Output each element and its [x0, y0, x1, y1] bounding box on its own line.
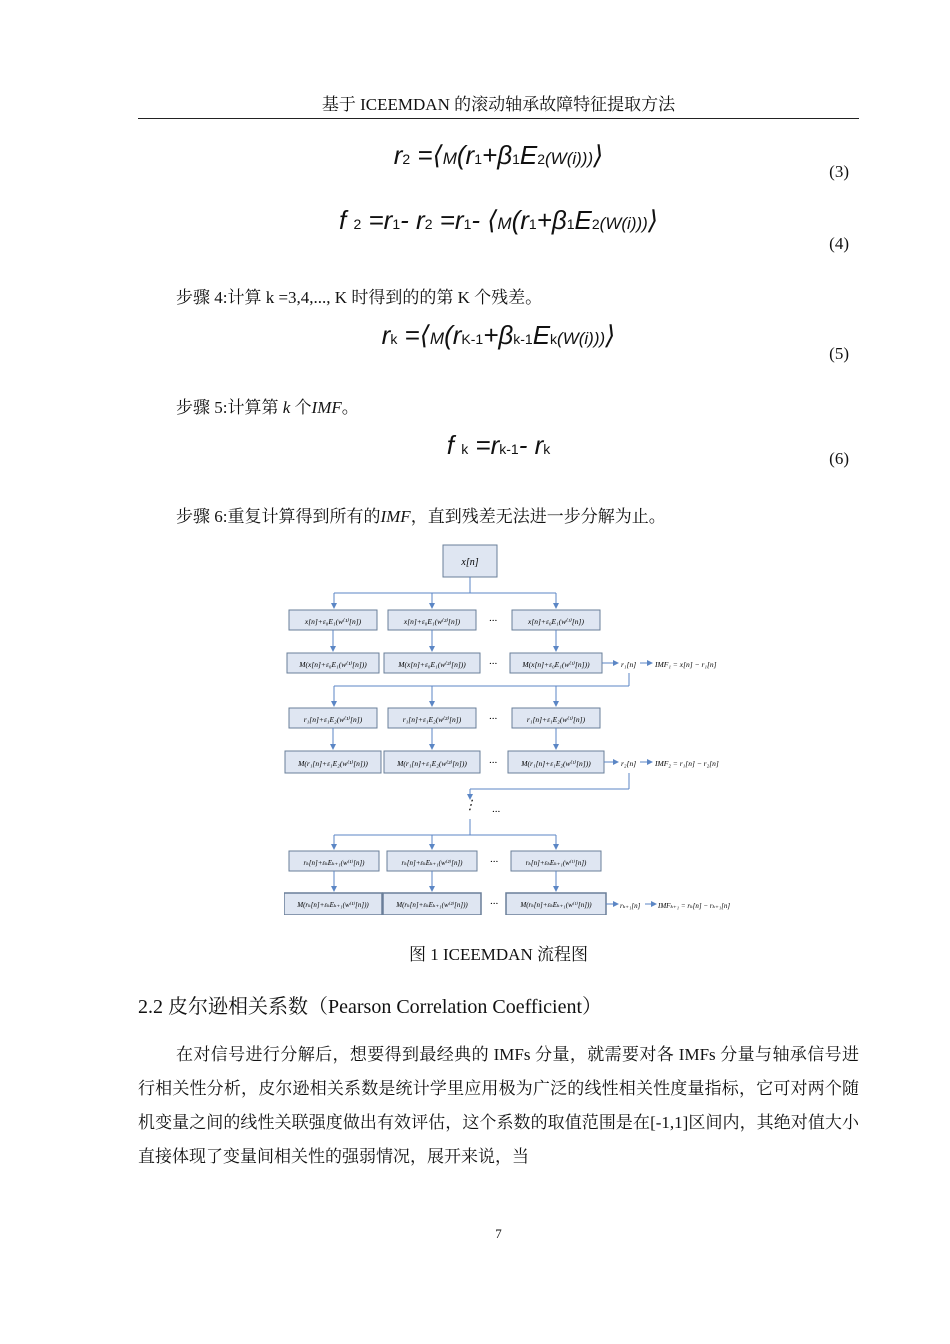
equation-4-number: (4): [829, 234, 849, 253]
step-4-text: 步骤 4:计算 k =3,4,..., K 时得到的的第 K 个残差。: [176, 288, 543, 307]
row4-dots: ···: [488, 757, 498, 769]
equation-4-formula: f 2 =r1- r2 =r1- ⟨M(r1+β1E2(W(i)))⟩: [339, 205, 658, 235]
step-6-prefix: 步骤 6:重复计算得到所有的: [176, 507, 381, 526]
row6-label-1: M(rₖ[n]+εₖEₖ₊₁(w⁽¹⁾[n])): [297, 901, 369, 909]
row3-dots: ···: [488, 713, 498, 725]
imf1-label: IMF₁ = x[n] − r₁[n]: [655, 660, 717, 669]
step-5-mid: 个: [290, 398, 312, 417]
equation-5: [138, 320, 859, 370]
equation-5-number: (5): [829, 344, 849, 363]
running-header: 基于 ICEEMDAN 的滚动轴承故障特征提取方法: [138, 90, 859, 119]
equation-5-formula: rk =⟨M(rK-1+βk-1Ek(W(i)))⟩: [381, 320, 616, 350]
out2-label: r₂[n]: [621, 759, 637, 768]
row4-label-3: M(r₁[n]+ε₁E₂(w⁽ᴵ⁾[n])): [521, 759, 591, 768]
vertical-dots: ⋮: [463, 797, 477, 812]
iceemdan-flowchart: [284, 543, 749, 915]
step-6-imf: IMF: [380, 507, 411, 526]
page-number: 7: [495, 1226, 502, 1241]
body-paragraph: 在对信号进行分解后，想要得到最经典的 IMFs 分量，就需要对各 IMFs 分量与轴承信号进行相关性分析，皮尔逊相关系数是统计学里应用极为广泛的线性相关性度量指标，它可对两个随机变量之间的线性关联强度做出有效评估，这个系数的取值范围是在[-1,1]区间内，其绝对值大小直接体现了变量间相关性的强弱情况，展开来说，当: [138, 1045, 859, 1166]
equation-3-formula: r2 =⟨M(r1+β1E2(W(i)))⟩: [393, 140, 604, 170]
step-5-suffix: 。: [341, 398, 359, 417]
row2-label-1: M(x[n]+ε₀E₁(w⁽¹⁾[n])): [299, 660, 367, 669]
step-5-text: [176, 393, 359, 418]
row5-dots: ···: [489, 856, 499, 868]
row3-label-2: r₁[n]+ε₁E₂(w⁽²⁾[n]): [402, 715, 462, 724]
equation-6: [138, 430, 859, 480]
row1-label-1: x[n]+ε₀E₁(w⁽¹⁾[n]): [304, 617, 362, 626]
imf2-label: IMF₂ = r₁[n] − r₂[n]: [655, 759, 719, 768]
row3-label-1: r₁[n]+ε₁E₂(w⁽¹⁾[n]): [303, 715, 363, 724]
row1-label-2: x[n]+ε₀E₁(w⁽²⁾[n]): [403, 617, 461, 626]
row5-label-2: rₖ[n]+εₖEₖ₊₁(w⁽²⁾[n]): [401, 859, 463, 867]
step-6-suffix: ，直到残差无法进一步分解为止。: [410, 507, 666, 526]
row4-label-1: M(r₁[n]+ε₁E₂(w⁽¹⁾[n])): [298, 759, 368, 768]
row5-label-1: rₖ[n]+εₖEₖ₊₁(w⁽¹⁾[n]): [303, 859, 365, 867]
equation-4: [138, 205, 859, 255]
continuation-dots: ···: [491, 806, 501, 818]
equation-3-number: (3): [829, 162, 849, 181]
row6-dots: ···: [489, 898, 499, 910]
row1-dots: ···: [488, 615, 498, 627]
row5-label-3: rₖ[n]+εₖEₖ₊₁(w⁽ᴵ⁾[n]): [525, 859, 587, 867]
figure-caption: 图 1 ICEEMDAN 流程图: [409, 945, 588, 964]
row6-label-2: M(rₖ[n]+εₖEₖ₊₁(w⁽²⁾[n])): [396, 901, 468, 909]
out3-label: rₖ₊₁[n]: [620, 902, 641, 910]
row6-label-3: M(rₖ[n]+εₖEₖ₊₁(w⁽ᴵ⁾[n])): [520, 901, 592, 909]
row3-label-3: r₁[n]+ε₁E₂(w⁽ᴵ⁾[n]): [526, 715, 586, 724]
top-node-label: x[n]: [461, 557, 479, 568]
equation-6-number: (6): [829, 449, 849, 468]
row1-label-3: x[n]+ε₀E₁(w⁽ᴵ⁾[n]): [528, 617, 584, 626]
step-5-prefix: 步骤 5:计算第: [176, 398, 283, 417]
step-5-k: k: [282, 398, 291, 417]
out1-label: r₁[n]: [621, 660, 637, 669]
equation-6-formula: f k =rk-1- rk: [446, 430, 551, 460]
row2-dots: ···: [488, 658, 498, 670]
imf3-label: IMFₖ₊₁ = rₖ[n] − rₖ₊₁[n]: [658, 902, 731, 910]
row2-label-2: M(x[n]+ε₀E₁(w⁽²⁾[n])): [398, 660, 466, 669]
section-heading: 2.2 皮尔逊相关系数（Pearson Correlation Coefficient）: [138, 996, 603, 1018]
step-6-text: [176, 502, 666, 527]
equation-3: [138, 140, 859, 190]
row4-label-2: M(r₁[n]+ε₁E₂(w⁽²⁾[n])): [397, 759, 467, 768]
step-5-imf: IMF: [311, 398, 342, 417]
row2-label-3: M(x[n]+ε₀E₁(w⁽ᴵ⁾[n])): [522, 660, 590, 669]
